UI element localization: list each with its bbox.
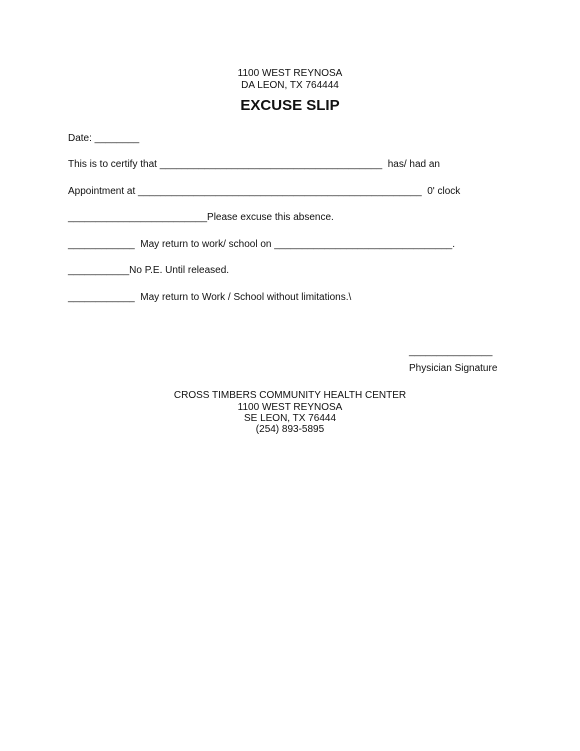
page-title: EXCUSE SLIP bbox=[240, 97, 340, 114]
footer-phone: (254) 893-5895 bbox=[255, 424, 325, 435]
footer-address-line1: 1100 WEST REYNOSA bbox=[237, 402, 343, 413]
footer-address-line2: SE LEON, TX 76444 bbox=[243, 413, 337, 424]
header-address-line2: DA LEON, TX 764444 bbox=[241, 80, 339, 91]
return-line: ____________ May return to work/ school on ________________________________. bbox=[68, 239, 455, 250]
signature-underline: _______________ bbox=[409, 346, 493, 357]
date-line: Date: ________ bbox=[68, 133, 140, 144]
excuse-line: _________________________Please excuse this absence. bbox=[68, 212, 334, 223]
no-pe-line: ___________No P.E. Until released. bbox=[68, 265, 230, 276]
footer-org-name: CROSS TIMBERS COMMUNITY HEALTH CENTER bbox=[173, 390, 407, 401]
no-limitations-line: ____________ May return to Work / School without limitations.\ bbox=[68, 292, 352, 303]
certify-line: This is to certify that ________________________________________ has/ had an bbox=[68, 159, 440, 170]
signature-label: Physician Signature bbox=[409, 363, 498, 374]
header-address-line1: 1100 WEST REYNOSA bbox=[237, 68, 343, 79]
appointment-line: Appointment at ___________________________________________________ 0' clock bbox=[68, 186, 461, 197]
